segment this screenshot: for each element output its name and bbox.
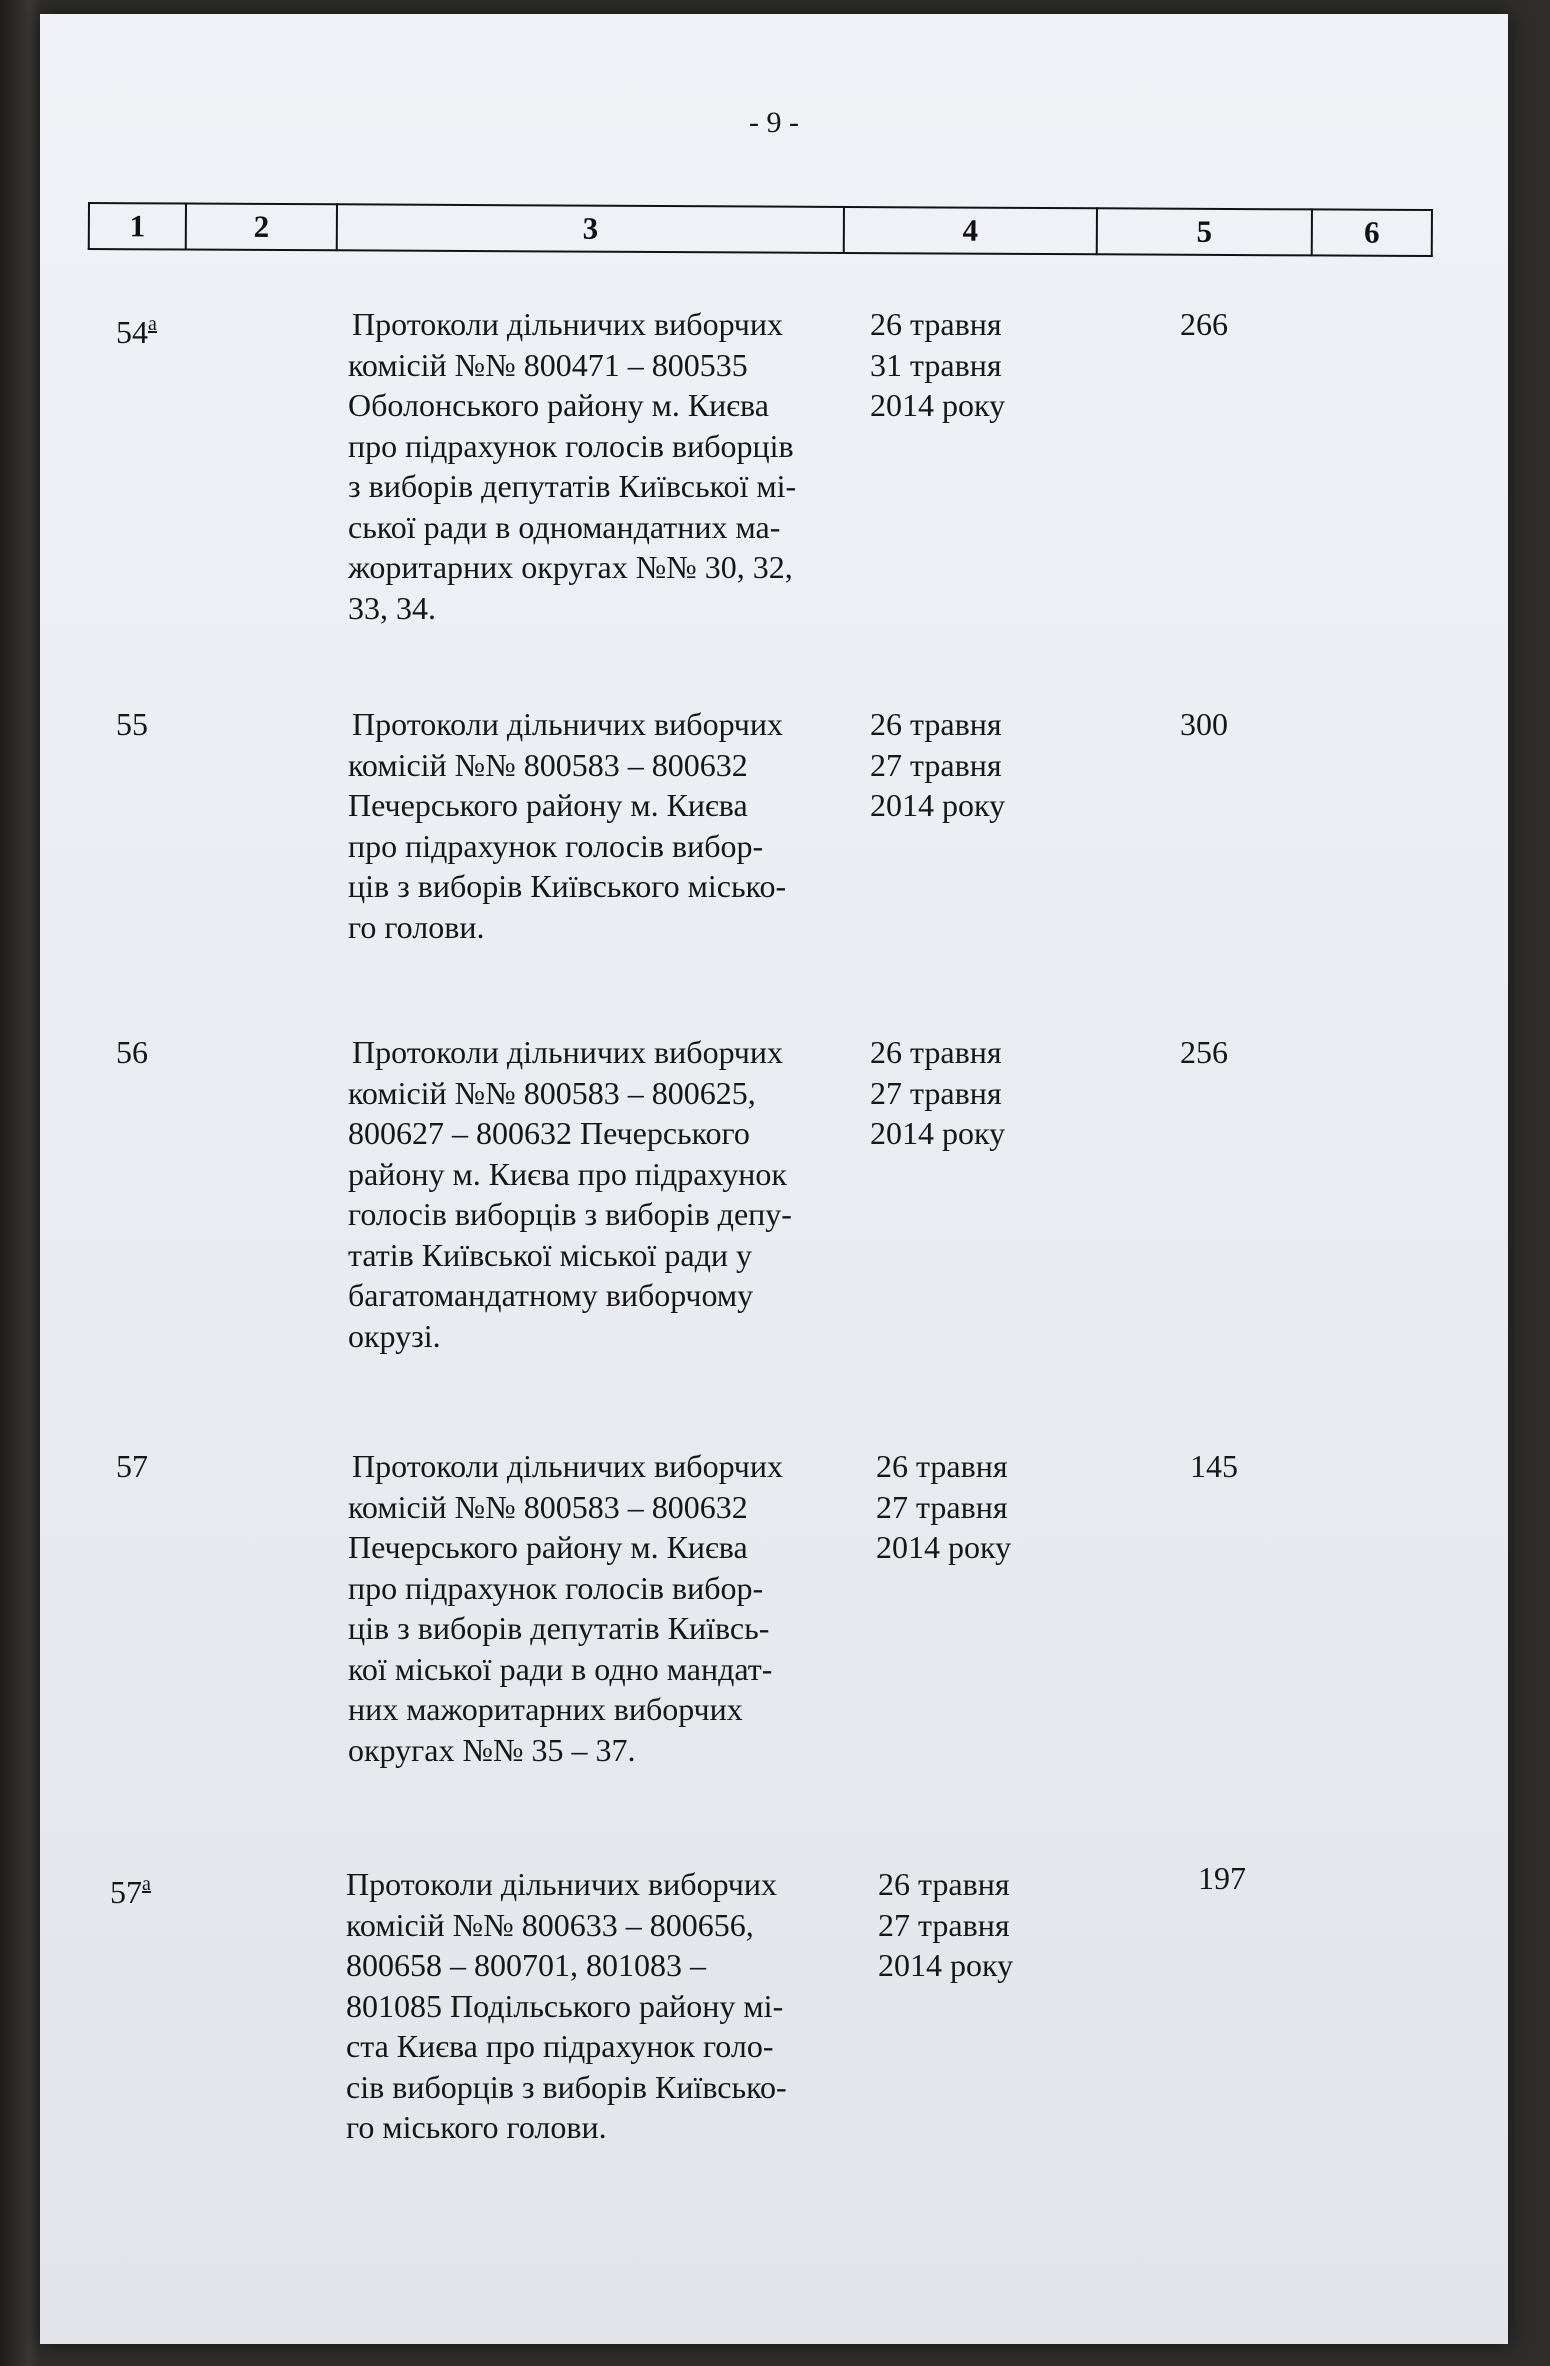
column-header-2: 2 xyxy=(186,204,337,251)
column-header-6: 6 xyxy=(1312,209,1432,256)
document-page xyxy=(40,14,1508,2344)
column-header-1: 1 xyxy=(89,203,186,250)
row-number: 57 xyxy=(116,1448,148,1484)
row-description: Протоколи дільничих виборчих комісій №№ 800583 – 800632 Печерського району м. Києва про підрахунок голосів вибор- ців з виборів Київського місько- го голови. xyxy=(348,706,787,945)
row-sheet-count: 266 xyxy=(1180,306,1228,342)
row-sheet-count: 197 xyxy=(1198,1860,1246,1896)
column-header-4: 4 xyxy=(844,207,1097,254)
column-header-3: 3 xyxy=(337,204,844,253)
row-description: Протоколи дільничих виборчих комісій №№ 800633 – 800656, 800658 – 800701, 801083 – 801085 Подільського району мі- ста Києва про підрахунок голо- сів виборців з виборів Київсько- го міського голови. xyxy=(346,1866,787,2145)
row-dates: 26 травня 27 травня 2014 року xyxy=(870,1034,1006,1151)
row-number: $57^а$ xyxy=(110,1873,151,1910)
row-description: Протоколи дільничих виборчих комісій №№ 800583 – 800625, 800627 – 800632 Печерського району м. Києва про підрахунок голосів виборців з виборів депу- татів Київської міської ради у багатомандатному виборчому окрузі. xyxy=(348,1034,792,1354)
row-dates: 26 травня 27 травня 2014 року xyxy=(870,706,1006,823)
row-dates: 26 травня 27 травня 2014 року xyxy=(878,1866,1014,1983)
column-header-row xyxy=(89,203,1432,256)
row-dates: 26 травня 27 травня 2014 року xyxy=(876,1448,1012,1565)
row-sheet-count: 300 xyxy=(1180,706,1228,742)
row-description: Протоколи дільничих виборчих комісій №№ 800583 – 800632 Печерського району м. Києва про підрахунок голосів вибор- ців з виборів депутатів Київсь- кої міської ради в одно мандат- них мажоритарних виборчих округах №№ 35 – 37. xyxy=(348,1448,783,1768)
column-header-table xyxy=(88,202,1433,257)
row-sheet-count: 145 xyxy=(1190,1448,1238,1484)
row-number: 55 xyxy=(116,706,148,742)
row-sheet-count: 256 xyxy=(1180,1034,1228,1070)
row-description: Протоколи дільничих виборчих комісій №№ 800471 – 800535 Оболонського району м. Києва про підрахунок голосів виборців з виборів депутатів Київської мі- ської ради в одномандатних ма- жоритарних округах №№ 30, 32, 33, 34. xyxy=(348,306,797,626)
column-header-5: 5 xyxy=(1097,208,1312,255)
page-number: - 9 - xyxy=(749,106,799,139)
row-dates: 26 травня 31 травня 2014 року xyxy=(870,306,1006,423)
row-number: 56 xyxy=(116,1034,148,1070)
row-number: $54^а$ xyxy=(116,313,157,350)
